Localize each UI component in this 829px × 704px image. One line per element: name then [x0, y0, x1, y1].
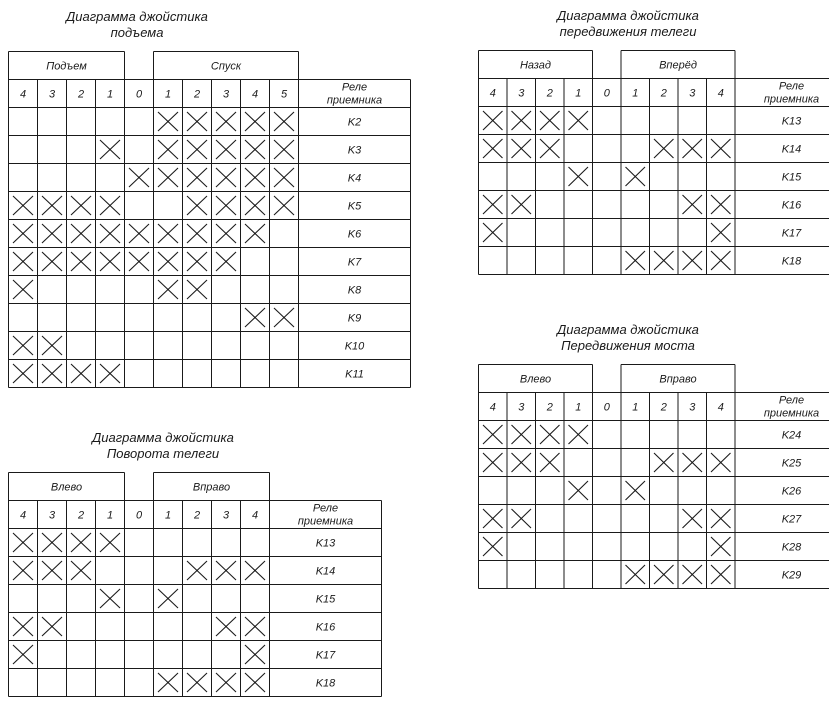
right-group-label: Спуск: [210, 60, 242, 73]
contact-closed-mark: [158, 673, 178, 692]
relay-label: K27: [781, 513, 802, 526]
relay-label: K6: [347, 228, 362, 241]
contact-closed-mark: [654, 453, 674, 472]
contact-closed-mark: [512, 195, 532, 214]
relay-label: K9: [347, 312, 362, 325]
contact-closed-mark: [711, 537, 731, 556]
relay-label: K11: [345, 368, 364, 381]
contact-closed-mark: [216, 112, 236, 131]
position-label: 4: [19, 88, 27, 101]
contact-closed-mark: [158, 140, 178, 159]
relay-header-line-2: приемника: [297, 515, 354, 528]
relay-header-line-2: приемника: [763, 407, 820, 420]
contact-closed-mark: [216, 140, 236, 159]
relay-label: K25: [781, 457, 802, 470]
switching-grid: [478, 50, 829, 276]
relay-label: K16: [781, 199, 802, 212]
position-label: 0: [603, 87, 610, 100]
contact-closed-mark: [683, 509, 703, 528]
relay-label: K8: [347, 284, 362, 297]
contact-closed-mark: [100, 252, 120, 271]
contact-closed-mark: [274, 168, 294, 187]
contact-closed-mark: [13, 280, 33, 299]
position-label: 1: [632, 87, 639, 100]
position-label: 2: [546, 87, 553, 100]
contact-closed-mark: [569, 425, 589, 444]
contact-closed-mark: [711, 565, 731, 584]
switching-grid: [8, 472, 383, 698]
contact-closed-mark: [216, 196, 236, 215]
contact-closed-mark: [245, 308, 265, 327]
contact-closed-mark: [13, 561, 33, 580]
contact-closed-mark: [569, 167, 589, 186]
position-label: 4: [251, 88, 259, 101]
relay-header-line-1: Реле: [778, 394, 805, 407]
contact-closed-mark: [245, 168, 265, 187]
diagram-title: [8, 430, 318, 462]
title-line-2: подъема: [110, 25, 164, 40]
title-line-1: Диаграмма джойстика: [66, 9, 208, 24]
relay-label: K17: [781, 227, 802, 240]
switching-grid: [8, 51, 412, 389]
contact-closed-mark: [245, 140, 265, 159]
relay-label: K10: [344, 340, 365, 353]
contact-closed-mark: [483, 195, 503, 214]
position-label: 4: [717, 87, 724, 100]
contact-closed-mark: [274, 112, 294, 131]
contact-closed-mark: [245, 196, 265, 215]
contact-closed-mark: [216, 252, 236, 271]
contact-closed-mark: [483, 537, 503, 556]
contact-closed-mark: [626, 481, 646, 500]
position-label: 1: [632, 401, 639, 414]
contact-closed-mark: [71, 224, 91, 243]
relay-label: K14: [315, 565, 336, 578]
position-label: 1: [575, 401, 582, 414]
contact-closed-mark: [42, 252, 62, 271]
contact-closed-mark: [42, 561, 62, 580]
contact-closed-mark: [13, 336, 33, 355]
contact-closed-mark: [512, 139, 532, 158]
contact-closed-mark: [540, 453, 560, 472]
contact-closed-mark: [187, 561, 207, 580]
position-label: 0: [603, 401, 610, 414]
relay-label: K13: [315, 537, 336, 550]
position-label: 4: [251, 509, 259, 522]
contact-closed-mark: [13, 252, 33, 271]
contact-closed-mark: [245, 645, 265, 664]
contact-closed-mark: [129, 252, 149, 271]
contact-closed-mark: [711, 251, 731, 270]
position-label: 1: [575, 87, 582, 100]
relay-label: K15: [781, 171, 802, 184]
position-label: 2: [193, 88, 201, 101]
left-group-label: Влево: [519, 373, 552, 386]
contact-closed-mark: [216, 673, 236, 692]
contact-closed-mark: [42, 533, 62, 552]
contact-closed-mark: [187, 140, 207, 159]
relay-label: K28: [781, 541, 802, 554]
left-group-label: Подъем: [46, 60, 87, 73]
title-line-2: передвижения телеги: [559, 24, 697, 39]
contact-closed-mark: [483, 111, 503, 130]
contact-closed-mark: [711, 509, 731, 528]
contact-closed-mark: [187, 112, 207, 131]
contact-closed-mark: [654, 251, 674, 270]
relay-label: K17: [315, 649, 336, 662]
contact-closed-mark: [158, 112, 178, 131]
position-label: 1: [164, 88, 172, 101]
contact-closed-mark: [711, 223, 731, 242]
contact-closed-mark: [129, 168, 149, 187]
position-label: 3: [48, 509, 56, 522]
position-label: 1: [106, 509, 114, 522]
contact-closed-mark: [71, 561, 91, 580]
contact-closed-mark: [274, 196, 294, 215]
position-label: 1: [106, 88, 114, 101]
position-label: 3: [48, 88, 56, 101]
position-label: 5: [280, 88, 288, 101]
contact-closed-mark: [540, 111, 560, 130]
contact-closed-mark: [187, 280, 207, 299]
contact-closed-mark: [100, 364, 120, 383]
contact-closed-mark: [13, 645, 33, 664]
relay-header-line-2: приемника: [326, 94, 383, 107]
contact-closed-mark: [512, 111, 532, 130]
position-label: 4: [489, 401, 496, 414]
relay-header-line-1: Реле: [341, 81, 368, 94]
position-label: 2: [77, 88, 85, 101]
right-group-label: Вправо: [192, 481, 231, 494]
contact-closed-mark: [187, 196, 207, 215]
contact-closed-mark: [483, 509, 503, 528]
relay-label: K24: [781, 429, 802, 442]
contact-closed-mark: [483, 139, 503, 158]
relay-label: K3: [347, 144, 362, 157]
position-label: 3: [518, 87, 525, 100]
contact-closed-mark: [13, 533, 33, 552]
position-label: 2: [77, 509, 85, 522]
contact-closed-mark: [245, 112, 265, 131]
contact-closed-mark: [483, 425, 503, 444]
contact-closed-mark: [216, 168, 236, 187]
contact-closed-mark: [71, 533, 91, 552]
left-group-label: Влево: [50, 481, 83, 494]
contact-closed-mark: [654, 139, 674, 158]
title-line-1: Диаграмма джойстика: [557, 8, 699, 23]
contact-closed-mark: [71, 364, 91, 383]
diagram-title: [478, 322, 778, 354]
contact-closed-mark: [187, 252, 207, 271]
relay-label: K4: [347, 172, 362, 185]
position-label: 3: [689, 401, 696, 414]
left-group-label: Назад: [519, 59, 552, 72]
title-line-1: Диаграмма джойстика: [557, 322, 699, 337]
contact-closed-mark: [158, 252, 178, 271]
relay-label: K2: [347, 116, 362, 129]
contact-closed-mark: [13, 196, 33, 215]
right-group-label: Вперёд: [659, 59, 697, 72]
position-label: 3: [518, 401, 525, 414]
contact-closed-mark: [569, 111, 589, 130]
position-label: 3: [689, 87, 696, 100]
relay-label: K18: [315, 677, 336, 690]
relay-label: K13: [781, 115, 802, 128]
switching-grid: [478, 364, 829, 590]
contact-closed-mark: [100, 224, 120, 243]
contact-closed-mark: [71, 252, 91, 271]
contact-closed-mark: [711, 139, 731, 158]
contact-closed-mark: [42, 364, 62, 383]
contact-closed-mark: [158, 280, 178, 299]
contact-closed-mark: [71, 196, 91, 215]
contact-closed-mark: [711, 453, 731, 472]
contact-closed-mark: [13, 617, 33, 636]
contact-closed-mark: [158, 168, 178, 187]
contact-closed-mark: [512, 453, 532, 472]
position-label: 4: [19, 509, 27, 522]
relay-label: K7: [347, 256, 362, 269]
contact-closed-mark: [158, 224, 178, 243]
contact-closed-mark: [216, 561, 236, 580]
relay-label: K26: [781, 485, 802, 498]
contact-closed-mark: [683, 453, 703, 472]
relay-label: K18: [781, 255, 802, 268]
relay-header-line-1: Реле: [778, 80, 805, 93]
title-line-2: Поворота телеги: [106, 446, 220, 461]
contact-closed-mark: [100, 196, 120, 215]
contact-closed-mark: [483, 453, 503, 472]
diagram-title: [8, 9, 266, 41]
contact-closed-mark: [683, 139, 703, 158]
position-label: 4: [717, 401, 724, 414]
relay-label: K16: [315, 621, 336, 634]
relay-header-line-1: Реле: [312, 502, 339, 515]
position-label: 3: [222, 509, 230, 522]
contact-closed-mark: [216, 224, 236, 243]
contact-closed-mark: [683, 251, 703, 270]
contact-closed-mark: [626, 167, 646, 186]
contact-closed-mark: [187, 168, 207, 187]
position-label: 2: [660, 401, 667, 414]
contact-closed-mark: [42, 224, 62, 243]
contact-closed-mark: [274, 308, 294, 327]
relay-header-line-2: приемника: [763, 93, 820, 106]
contact-closed-mark: [100, 589, 120, 608]
contact-closed-mark: [512, 425, 532, 444]
relay-label: K15: [315, 593, 336, 606]
contact-closed-mark: [512, 509, 532, 528]
contact-closed-mark: [274, 140, 294, 159]
contact-closed-mark: [483, 223, 503, 242]
contact-closed-mark: [42, 336, 62, 355]
contact-closed-mark: [654, 565, 674, 584]
position-label: 0: [135, 509, 143, 522]
contact-closed-mark: [187, 673, 207, 692]
contact-closed-mark: [129, 224, 149, 243]
contact-closed-mark: [245, 617, 265, 636]
contact-closed-mark: [13, 224, 33, 243]
title-line-2: Передвижения моста: [561, 338, 695, 353]
contact-closed-mark: [711, 195, 731, 214]
title-line-1: Диаграмма джойстика: [92, 430, 234, 445]
diagram-title: [478, 8, 778, 40]
position-label: 0: [135, 88, 143, 101]
contact-closed-mark: [42, 196, 62, 215]
position-label: 2: [193, 509, 201, 522]
contact-closed-mark: [158, 589, 178, 608]
position-label: 4: [489, 87, 496, 100]
relay-label: K29: [781, 569, 802, 582]
relay-label: K5: [347, 200, 362, 213]
contact-closed-mark: [626, 251, 646, 270]
contact-closed-mark: [540, 139, 560, 158]
contact-closed-mark: [245, 673, 265, 692]
contact-closed-mark: [683, 195, 703, 214]
contact-closed-mark: [626, 565, 646, 584]
contact-closed-mark: [569, 481, 589, 500]
contact-closed-mark: [245, 561, 265, 580]
position-label: 2: [546, 401, 553, 414]
contact-closed-mark: [187, 224, 207, 243]
right-group-label: Вправо: [659, 373, 697, 386]
contact-closed-mark: [100, 140, 120, 159]
contact-closed-mark: [683, 565, 703, 584]
relay-label: K14: [781, 143, 802, 156]
contact-closed-mark: [540, 425, 560, 444]
contact-closed-mark: [100, 533, 120, 552]
contact-closed-mark: [13, 364, 33, 383]
contact-closed-mark: [216, 617, 236, 636]
contact-closed-mark: [42, 617, 62, 636]
position-label: 2: [660, 87, 667, 100]
position-label: 1: [164, 509, 172, 522]
contact-closed-mark: [245, 224, 265, 243]
position-label: 3: [222, 88, 230, 101]
